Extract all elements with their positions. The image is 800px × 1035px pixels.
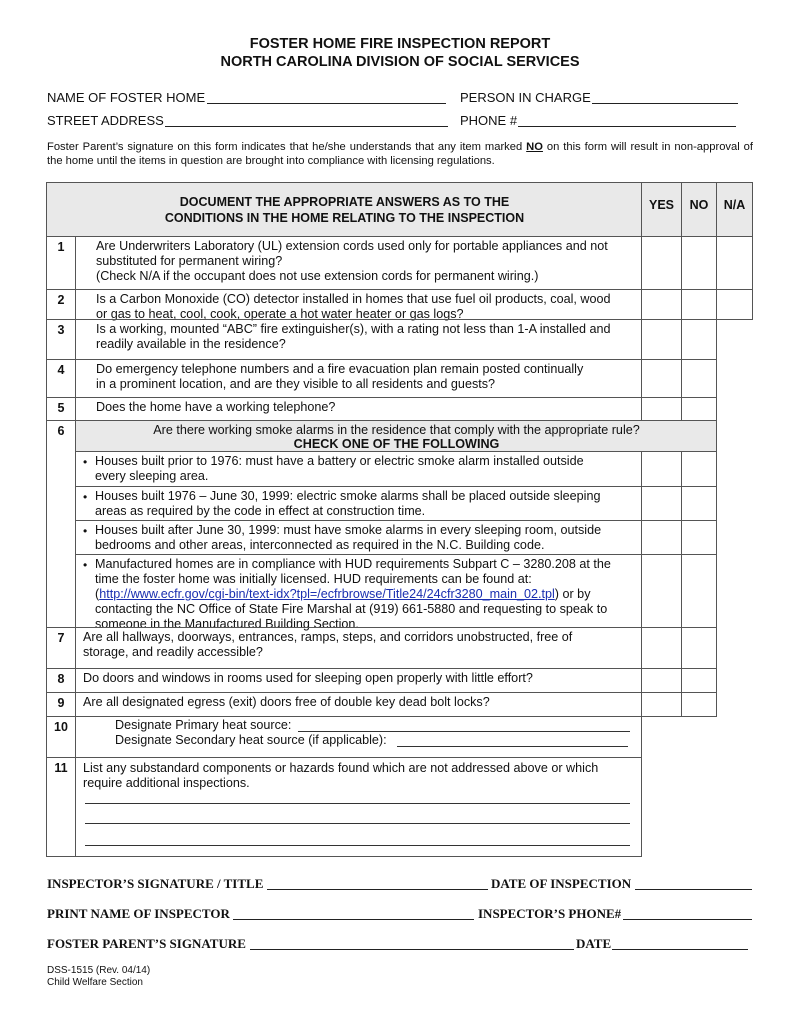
no-checkbox-cell[interactable] xyxy=(681,692,717,717)
question-text: Do doors and windows in rooms used for sleeping open properly with little effort? xyxy=(83,671,533,685)
bullet-option-text xyxy=(95,557,611,632)
no-column-header: NO xyxy=(681,182,717,237)
table-header-text: DOCUMENT THE APPROPRIATE ANSWERS AS TO THE CONDITIONS IN THE HOME RELATING TO THE INSPECTION xyxy=(164,195,525,225)
notice-text: Foster Parent’s signature on this form indicates that he/she understands that any item marked xyxy=(47,141,527,153)
item-number: 5 xyxy=(46,397,76,421)
yes-checkbox-cell[interactable] xyxy=(641,627,682,669)
item-number: 2 xyxy=(46,289,76,320)
hazards-line-field[interactable] xyxy=(85,802,630,804)
yes-checkbox-cell[interactable] xyxy=(641,319,682,360)
secondary-heat-label: Designate Secondary heat source (if applicable): xyxy=(115,733,387,747)
date-field[interactable] xyxy=(612,937,748,950)
inspector-phone-field[interactable] xyxy=(623,907,752,920)
bullet-option-text: Houses built after June 30, 1999: must have smoke alarms in every sleeping room, outside bedrooms and other areas, interconnected as required in the N.C. Building code. xyxy=(95,523,602,552)
yes-column-header: YES xyxy=(641,182,682,237)
secondary-heat-field[interactable] xyxy=(397,745,628,747)
inspector-phone-label: INSPECTOR’S PHONE# xyxy=(478,906,622,921)
na-checkbox-cell[interactable] xyxy=(716,236,753,290)
no-checkbox-cell[interactable] xyxy=(681,289,717,320)
phone-field[interactable] xyxy=(518,114,736,127)
yes-checkbox-cell[interactable] xyxy=(641,486,682,521)
inspector-signature-label: INSPECTOR’S SIGNATURE / TITLE xyxy=(47,876,264,891)
print-name-field[interactable] xyxy=(233,907,474,920)
no-checkbox-cell[interactable] xyxy=(681,627,717,669)
inspector-signature-field[interactable] xyxy=(267,877,488,890)
notice-paragraph xyxy=(47,140,753,168)
bullet-icon: • xyxy=(83,490,88,504)
phone-label: PHONE # xyxy=(460,113,518,128)
bullet-icon: • xyxy=(83,455,88,469)
no-checkbox-cell[interactable] xyxy=(681,236,717,290)
bullet-text: Manufactured homes are in compliance with HUD requirements Subpart C – 3280.208 at the time the foster home was initially licensed. HUD requirements can be found at: ( xyxy=(95,557,611,601)
question-text: Are Underwriters Laboratory (UL) extension cords used only for portable appliances and not substituted for permanent wiring? (Check N/A if the occupant does not use extension cords for permanent wiring.) xyxy=(96,239,608,283)
yes-checkbox-cell[interactable] xyxy=(641,692,682,717)
bullet-icon: • xyxy=(83,558,88,572)
no-checkbox-cell[interactable] xyxy=(681,451,717,487)
foster-home-name-field[interactable] xyxy=(207,91,446,104)
item-number: 11 xyxy=(46,757,76,857)
bullet-option-text: Houses built prior to 1976: must have a battery or electric smoke alarm installed outside every sleeping area. xyxy=(95,454,584,483)
bullet-icon: • xyxy=(83,524,88,538)
form-number: DSS-1515 (Rev. 04/14) xyxy=(47,965,151,976)
street-address-field[interactable] xyxy=(165,114,448,127)
foster-parent-signature-field[interactable] xyxy=(250,937,574,950)
print-name-label: PRINT NAME OF INSPECTOR xyxy=(47,906,230,921)
yes-checkbox-cell[interactable] xyxy=(641,289,682,320)
form-section: Child Welfare Section xyxy=(47,977,143,988)
yes-checkbox-cell[interactable] xyxy=(641,520,682,555)
form-title: FOSTER HOME FIRE INSPECTION REPORT xyxy=(249,36,551,52)
hazards-line-field[interactable] xyxy=(85,822,630,824)
hazards-question: List any substandard components or hazards found which are not addressed above or which require additional inspections. xyxy=(83,761,599,790)
item-number: 1 xyxy=(46,236,76,290)
question-text: Are all hallways, doorways, entrances, ramps, steps, and corridors unobstructed, free of storage, and readily accessible? xyxy=(83,630,573,659)
person-in-charge-label: PERSON IN CHARGE xyxy=(460,90,591,105)
no-checkbox-cell[interactable] xyxy=(681,554,717,628)
form-subtitle: NORTH CAROLINA DIVISION OF SOCIAL SERVICES xyxy=(220,54,580,70)
street-address-label: STREET ADDRESS xyxy=(47,113,164,128)
yes-checkbox-cell[interactable] xyxy=(641,236,682,290)
yes-checkbox-cell[interactable] xyxy=(641,451,682,487)
yes-checkbox-cell[interactable] xyxy=(641,397,682,421)
hazards-line-field[interactable] xyxy=(85,844,630,846)
item-number: 10 xyxy=(46,716,76,758)
no-checkbox-cell[interactable] xyxy=(681,359,717,398)
question-text: Is a working, mounted “ABC” fire extinguisher(s), with a rating not less than 1-A installed and readily available in the residence? xyxy=(96,322,611,351)
date-label: DATE xyxy=(576,936,612,951)
item-number: 3 xyxy=(46,319,76,360)
na-column-header: N/A xyxy=(716,182,753,237)
item-number: 6 xyxy=(46,420,76,628)
no-checkbox-cell[interactable] xyxy=(681,397,717,421)
yes-checkbox-cell[interactable] xyxy=(641,359,682,398)
na-checkbox-cell[interactable] xyxy=(716,289,753,320)
item-number: 4 xyxy=(46,359,76,398)
question-text: Is a Carbon Monoxide (CO) detector installed in homes that use fuel oil products, coal, wood or gas to heat, cool, cook, operate a hot water heater or gas logs? xyxy=(96,292,611,321)
question-text: Are all designated egress (exit) doors free of double key dead bolt locks? xyxy=(83,695,490,709)
no-checkbox-cell[interactable] xyxy=(681,319,717,360)
item-number: 9 xyxy=(46,692,76,717)
question-text: Does the home have a working telephone? xyxy=(96,400,336,414)
notice-emphasis: NO xyxy=(526,141,543,153)
date-of-inspection-field[interactable] xyxy=(635,877,752,890)
bullet-text-end: ) or by contacting the NC Office of State Fire Marshal at (919) 661-5880 and requesting to speak to someone in the Manufactured Building Section. xyxy=(95,587,608,631)
no-checkbox-cell[interactable] xyxy=(681,486,717,521)
foster-parent-signature-label: FOSTER PARENT’S SIGNATURE xyxy=(47,936,246,951)
no-checkbox-cell[interactable] xyxy=(681,520,717,555)
bullet-option-text: Houses built 1976 – June 30, 1999: electric smoke alarms shall be placed outside sleeping areas as required by the code in effect at construction time. xyxy=(95,489,601,518)
person-in-charge-field[interactable] xyxy=(592,91,738,104)
primary-heat-label: Designate Primary heat source: xyxy=(115,718,292,732)
notice-text-end: on this form will result in non-approval of the home until the items in question are brought into compliance with licensing regulations. xyxy=(47,141,753,167)
no-checkbox-cell[interactable] xyxy=(681,668,717,693)
yes-checkbox-cell[interactable] xyxy=(641,554,682,628)
question-text: Do emergency telephone numbers and a fire evacuation plan remain posted continually in a prominent location, and are they visible to all residents and guests? xyxy=(96,362,584,391)
foster-home-name-label: NAME OF FOSTER HOME xyxy=(47,90,206,105)
yes-checkbox-cell[interactable] xyxy=(641,668,682,693)
date-of-inspection-label: DATE OF INSPECTION xyxy=(491,876,632,891)
item-number: 8 xyxy=(46,668,76,693)
primary-heat-field[interactable] xyxy=(298,730,630,732)
ecfr-link[interactable]: http://www.ecfr.gov/cgi-bin/text-idx?tpl=/ecfrbrowse/Title24/24cfr3280_main_02.tpl xyxy=(99,587,555,601)
item-number: 7 xyxy=(46,627,76,669)
smoke-alarm-question: Are there working smoke alarms in the residence that comply with the appropriate rule? xyxy=(153,423,640,437)
check-one-instruction: CHECK ONE OF THE FOLLOWING xyxy=(293,437,500,451)
